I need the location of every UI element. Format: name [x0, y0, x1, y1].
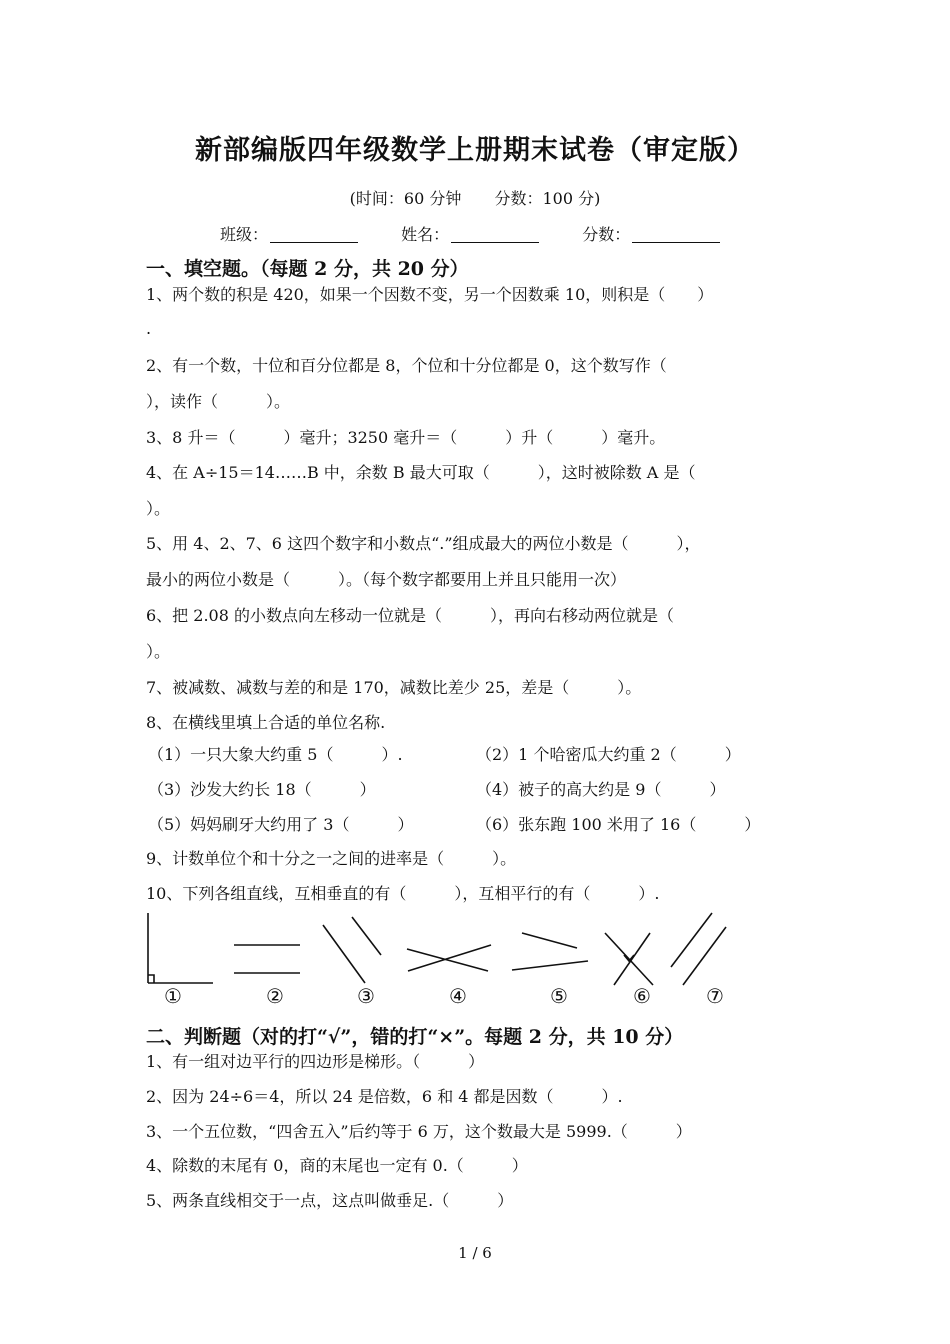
- name-field: [401, 222, 539, 245]
- score-field: [582, 222, 720, 245]
- question-line: 5、两条直线相交于一点，这点叫做垂足.（ ）: [146, 1191, 514, 1210]
- figure-label-1: ①: [164, 984, 182, 1008]
- question-line: 1、两个数的积是 420，如果一个因数不变，另一个因数乘 10，则积是（ ）: [146, 285, 714, 304]
- figure-label-5: ⑤: [550, 984, 568, 1008]
- page-number: 1 / 6: [458, 1244, 492, 1262]
- figure-1-perpendicular: [148, 913, 213, 983]
- q8-item: （3）沙发大约长 18（ ）: [148, 780, 376, 799]
- q8-item: （6）张东跑 100 米用了 16（ ）: [476, 815, 761, 834]
- student-info: [220, 222, 758, 245]
- figure-5-lines: [512, 933, 588, 970]
- question-line: ）。: [146, 499, 171, 518]
- name-label: 姓名：: [401, 225, 450, 244]
- q8-item: （5）妈妈刷牙大约用了 3（ ）: [148, 815, 414, 834]
- q8-item: （2）1 个哈密瓜大约重 2（ ）: [476, 745, 741, 764]
- name-blank: [451, 226, 539, 243]
- question-line: 4、除数的末尾有 0，商的末尾也一定有 0.（ ）: [146, 1156, 528, 1175]
- question-line: 7、被减数、减数与差的和是 170，减数比差少 25，差是（ ）。: [146, 678, 642, 697]
- page-title: 新部编版四年级数学上册期末试卷（审定版）: [195, 135, 755, 166]
- figure-label-7: ⑦: [706, 984, 724, 1008]
- figure-7-parallel: [671, 913, 726, 985]
- question-line: ），读作（ ）。: [146, 392, 291, 411]
- figure-label-6: ⑥: [633, 984, 651, 1008]
- figure-label-2: ②: [266, 984, 284, 1008]
- question-line: 3、一个五位数，“四舍五入”后约等于 6 万，这个数最大是 5999.（ ）: [146, 1122, 692, 1141]
- question-line: 5、用 4、2、7、6 这四个数字和小数点“.”组成最大的两位小数是（ ），: [146, 534, 701, 553]
- figure-label-4: ④: [449, 984, 467, 1008]
- question-line: 1、有一组对边平行的四边形是梯形。（ ）: [146, 1052, 485, 1071]
- section-1-heading: 一、填空题。（每题 2 分，共 20 分）: [146, 258, 469, 280]
- figure-3-lines: [323, 917, 381, 983]
- time-label: (时间：60 分钟: [349, 189, 462, 208]
- class-blank: [270, 226, 358, 243]
- question-line: 2、因为 24÷6＝4，所以 24 是倍数，6 和 4 都是因数（ ）.: [146, 1087, 623, 1106]
- line-pairs-figure: [140, 905, 760, 1010]
- question-line: 6、把 2.08 的小数点向左移动一位就是（ ），再向右移动两位就是（: [146, 606, 674, 625]
- figure-4-crossing: [407, 945, 491, 971]
- section-2-heading: 二、判断题（对的打“√”，错的打“×”。每题 2 分，共 10 分）: [146, 1026, 684, 1048]
- question-line: 2、有一个数，十位和百分位都是 8，个位和十分位都是 0，这个数写作（: [146, 356, 667, 375]
- question-line: 9、计数单位个和十分之一之间的进率是（ ）。: [146, 849, 517, 868]
- figure-6-perpendicular: [605, 933, 653, 985]
- figure-label-3: ③: [357, 984, 375, 1008]
- question-line: 4、在 A÷15＝14……B 中，余数 B 最大可取（ ），这时被除数 A 是（: [146, 463, 696, 482]
- class-label: 班级：: [220, 225, 269, 244]
- score-blank: [632, 226, 720, 243]
- question-line: 最小的两位小数是（ ）。（每个数字都要用上并且只能用一次）: [146, 570, 627, 589]
- question-line: 8、在横线里填上合适的单位名称.: [146, 713, 386, 732]
- question-line: .: [146, 319, 152, 338]
- question-line: 3、8 升＝（ ）毫升；3250 毫升＝（ ）升（ ）毫升。: [146, 428, 666, 447]
- q8-item: （4）被子的高大约是 9（ ）: [476, 780, 726, 799]
- score-total-label: 分数：100 分): [494, 189, 601, 208]
- question-line: ）。: [146, 642, 171, 661]
- score-label: 分数：: [582, 225, 631, 244]
- exam-meta: [0, 186, 950, 209]
- class-field: [220, 222, 358, 245]
- question-line: 10、下列各组直线，互相垂直的有（ ），互相平行的有（ ）.: [146, 884, 660, 903]
- figure-2-parallel: [234, 945, 300, 973]
- q8-item: （1）一只大象大约重 5（ ）.: [148, 745, 403, 764]
